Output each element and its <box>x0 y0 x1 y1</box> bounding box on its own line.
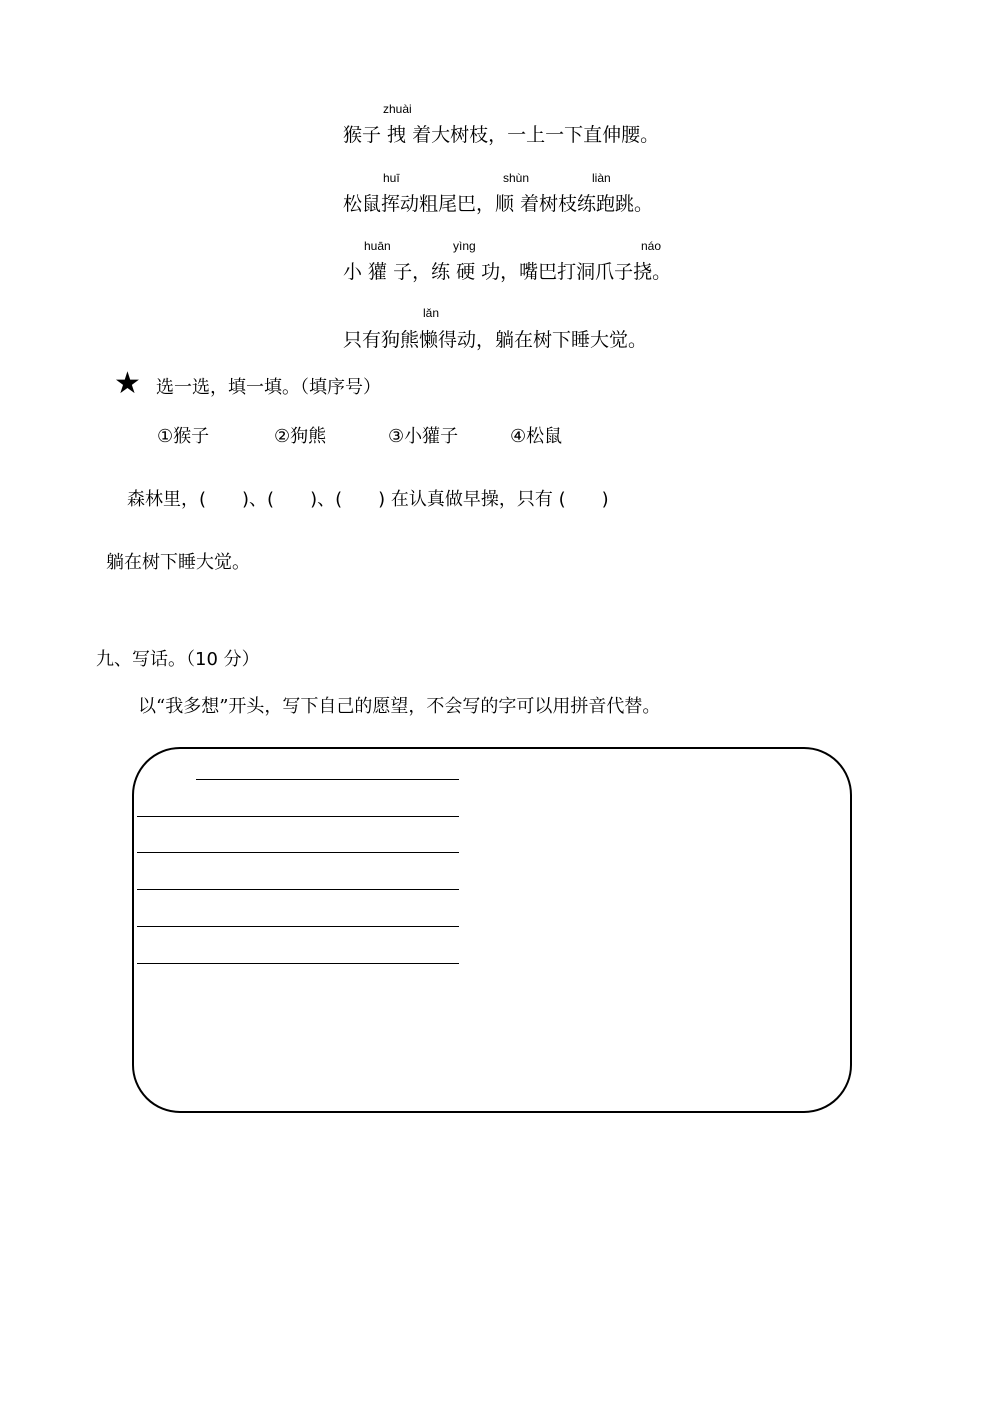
poem-line-1: 猴子 拽 着大树枝，一上一下直伸腰。 <box>343 124 660 146</box>
option-4: ④松鼠 <box>510 426 563 447</box>
section-9-heading: 九、写话。（10 分） <box>96 649 260 670</box>
pinyin-lian: liàn <box>592 171 611 185</box>
writing-line <box>137 889 459 890</box>
pinyin-hui: huī <box>383 171 400 185</box>
writing-line <box>196 779 459 780</box>
option-1: ①猴子 <box>157 426 210 447</box>
option-3: ③小獾子 <box>388 426 459 447</box>
writing-line <box>137 852 459 853</box>
option-2: ②狗熊 <box>274 426 327 447</box>
star-question-instruction: 选一选，填一填。（填序号） <box>156 377 381 398</box>
writing-line <box>137 963 459 964</box>
pinyin-zhuai: zhuài <box>383 102 412 116</box>
pinyin-lan: lǎn <box>423 306 440 320</box>
poem-line-3: 小 獾 子，练 硬 功，嘴巴打洞爪子挠。 <box>343 261 672 283</box>
pinyin-ying: yìng <box>453 239 476 253</box>
pinyin-huan: huān <box>364 239 391 253</box>
fill-sentence-line-1: 森林里，( )、( )、( ) 在认真做早操，只有 ( ) <box>127 489 609 510</box>
star-icon: ★ <box>114 366 141 401</box>
poem-line-4: 只有狗熊懒得动，躺在树下睡大觉。 <box>343 329 648 351</box>
pinyin-nao: náo <box>641 239 662 253</box>
writing-line <box>137 926 459 927</box>
writing-box <box>132 747 852 1113</box>
fill-sentence-line-2: 躺在树下睡大觉。 <box>106 552 250 573</box>
poem-line-2: 松鼠挥动粗尾巴，顺 着树枝练跑跳。 <box>343 193 654 215</box>
writing-line <box>137 816 459 817</box>
section-9-instruction: 以“我多想”开头，写下自己的愿望，不会写的字可以用拼音代替。 <box>138 696 661 717</box>
pinyin-shun: shùn <box>503 171 530 185</box>
